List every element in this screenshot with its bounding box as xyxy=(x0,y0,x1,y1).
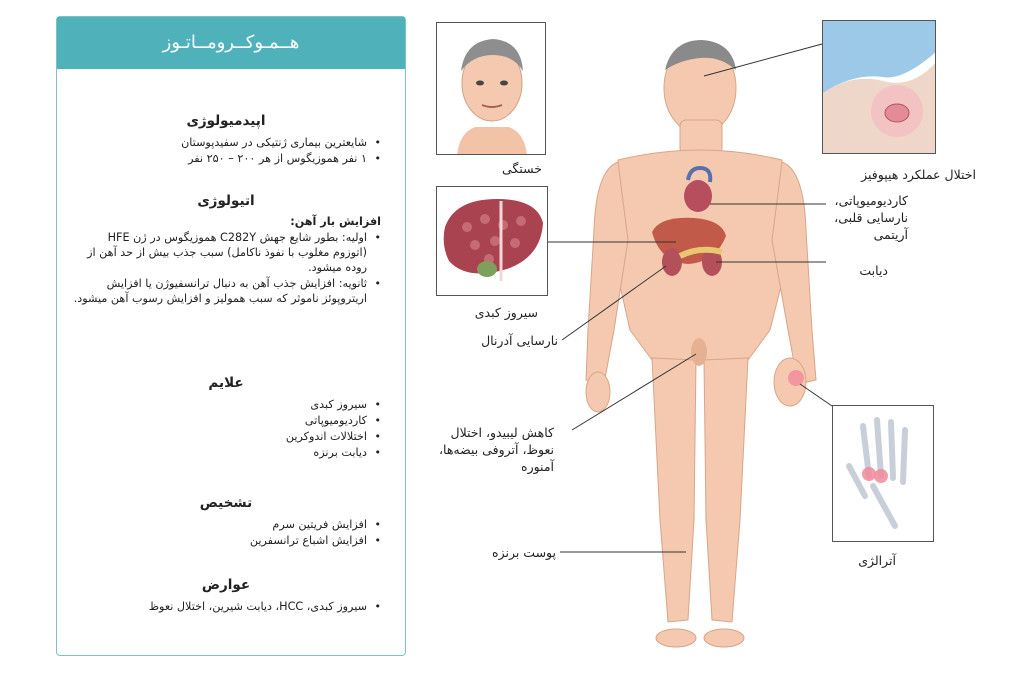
label-cirrhosis: سیروز کبدی xyxy=(474,305,538,320)
complications-heading: عوارض xyxy=(201,577,251,593)
list-item: • اختلالات اندوکرین xyxy=(71,429,367,444)
symptoms-heading: علایم xyxy=(208,375,244,391)
list-item: • سیروز کبدی، HCC، دیابت شیرین، اختلال نعوظ xyxy=(71,599,367,614)
label-fatigue: خستگی xyxy=(502,161,542,176)
diagnosis-heading: تشخیص xyxy=(199,495,253,511)
list-item: • دیابت برنزه xyxy=(71,445,367,460)
label-cardio: کاردیومیوپاتی، نارسایی قلبی، آریتمی xyxy=(834,193,908,242)
hand-inset xyxy=(832,405,934,542)
etiology-subheading: افزایش بار آهن: xyxy=(290,215,381,228)
face-inset xyxy=(436,22,546,155)
list-item: • سیروز کبدی xyxy=(71,397,367,412)
list-item: • ۱ نفر هموزیگوس از هر ۲۰۰ – ۲۵۰ نفر xyxy=(71,151,367,166)
label-pituitary: اختلال عملکرد هیپوفیز xyxy=(861,167,976,182)
joint-highlight xyxy=(788,370,804,386)
genital-icon xyxy=(691,338,707,366)
label-arthralgia: آترالژی xyxy=(858,553,896,568)
etiology-heading: اتیولوژی xyxy=(197,193,255,209)
list-item: • کاردیومیوپاتی xyxy=(71,413,367,428)
list-item: • ثانویه: افزایش جذب آهن به دنبال ترانسفیوژن یا افزایش اریتروپوئز ناموثر که سبب همولیز و افزایش رسوب آهن میشود. xyxy=(71,276,367,306)
list-item: • شایعترین بیماری ژنتیکی در سفیدپوستان xyxy=(71,135,367,150)
list-item: • افزایش اشباع ترانسفرین xyxy=(71,533,367,548)
label-adrenal: نارسایی آدرنال xyxy=(481,333,558,348)
list-item: • افزایش فریتین سرم xyxy=(71,517,367,532)
label-sexual: کاهش لیبیدو، اختلال نعوظ، آتروفی بیضه‌ها، آمنوره xyxy=(438,425,554,474)
panel-title: هــمـوکــرومــاتـوز xyxy=(57,17,405,69)
kidney-icon xyxy=(662,248,682,276)
pituitary-inset xyxy=(822,20,936,154)
label-diabetes: دیابت xyxy=(859,263,888,278)
liver-inset xyxy=(436,186,548,296)
epidemiology-heading: اپیدمیولوژی xyxy=(186,113,266,129)
label-skin: پوست برنزه xyxy=(492,545,556,560)
list-item: • اولیه: بطور شایع جهش C282Y هموزیگوس در ژن HFE (اتوزوم مغلوب با نفوذ ناکامل) سبب جذب بیش از حد آهن از روده میشود. xyxy=(71,230,367,275)
